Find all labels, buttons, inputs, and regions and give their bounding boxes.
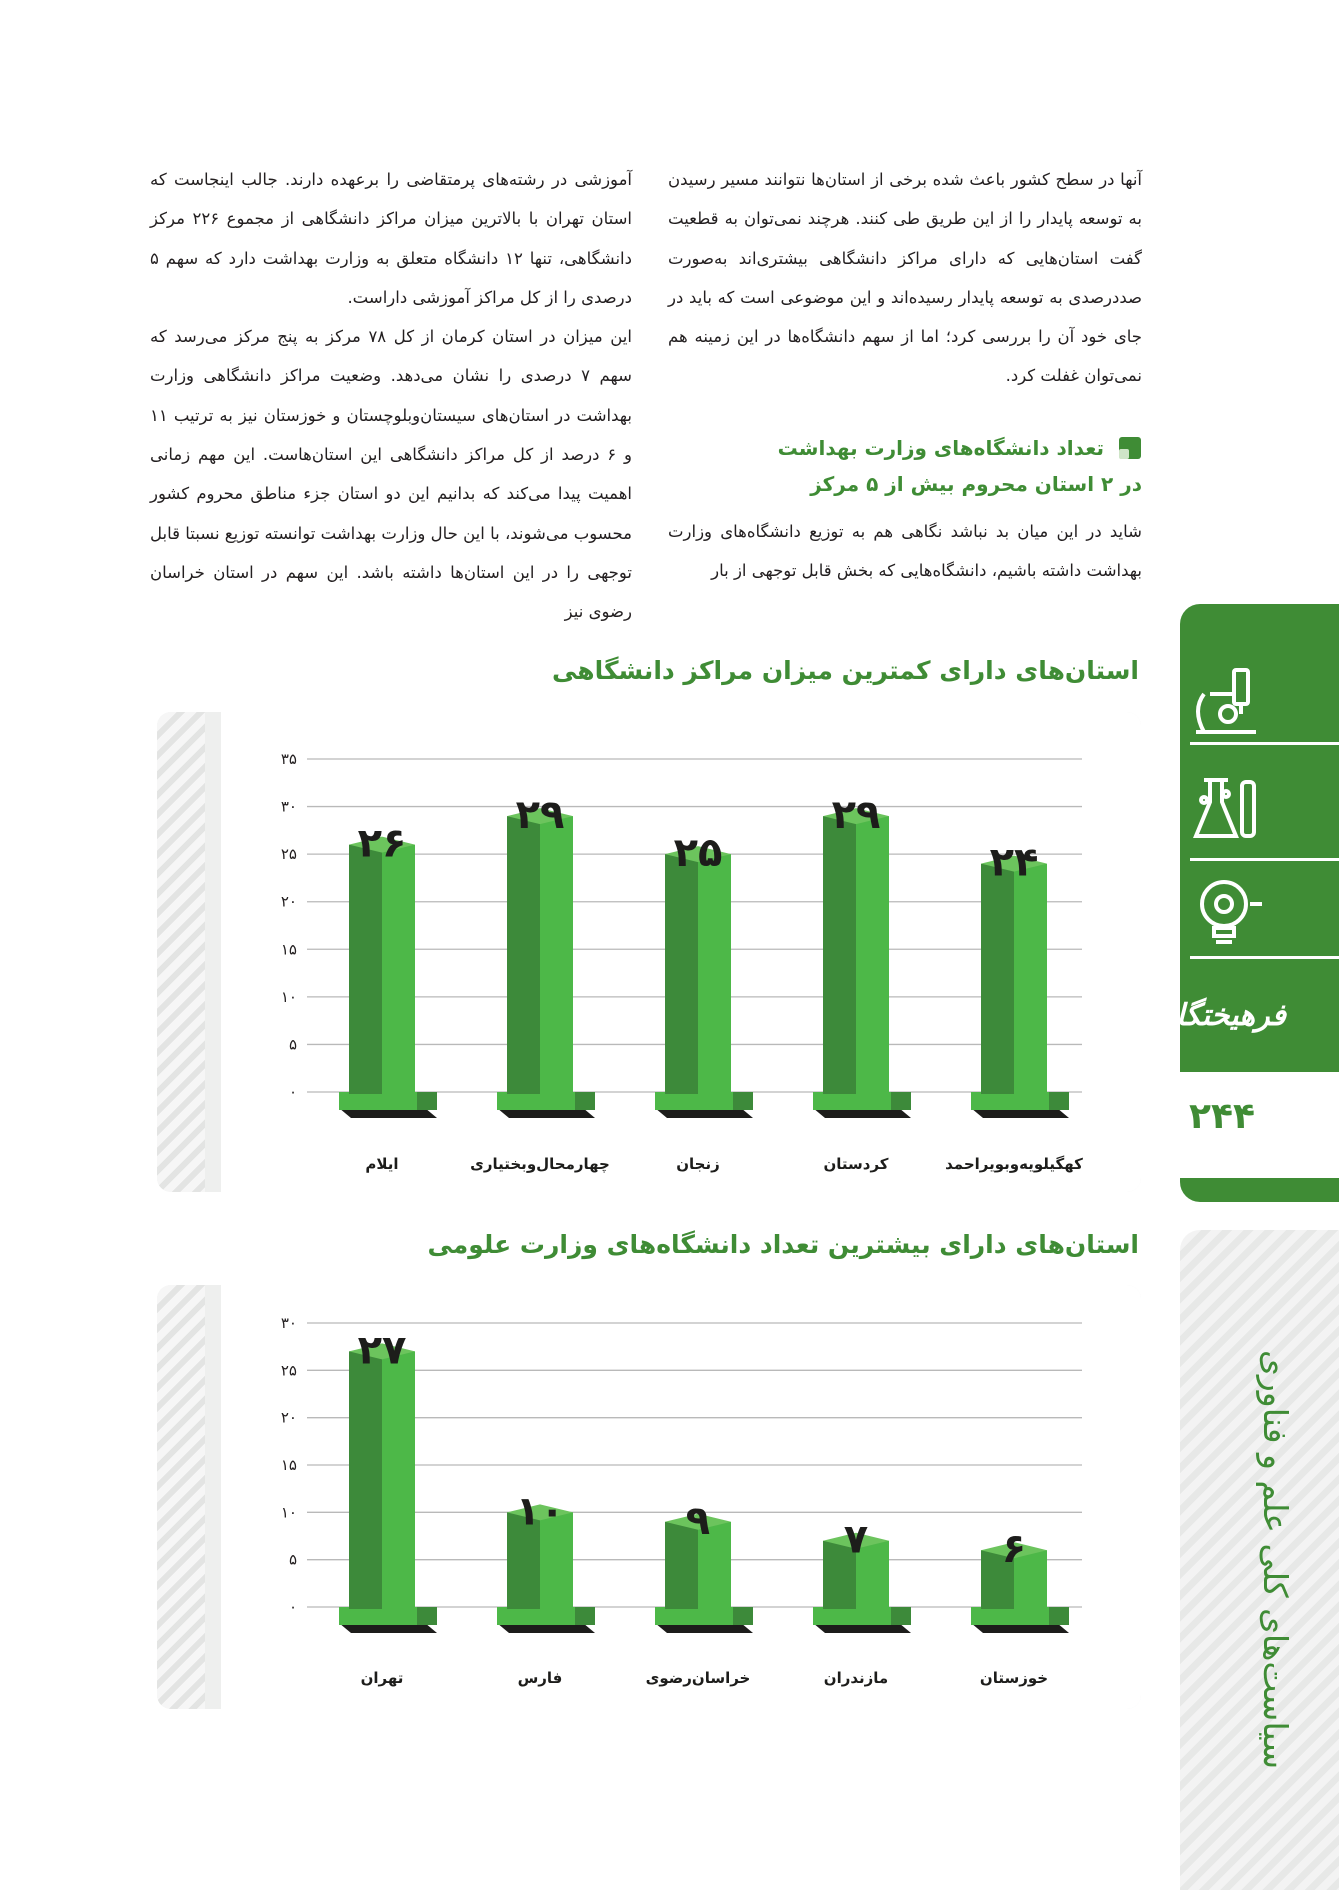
square-bullet-icon (1118, 436, 1142, 460)
category-label: زنجان (676, 1155, 720, 1173)
text-column-left (150, 160, 632, 632)
bar-chart-2 (157, 1285, 1141, 1709)
bar-value-label: ۲۹ (515, 792, 565, 839)
bar-value-label: ۲۷ (357, 1327, 407, 1374)
category-label: خوزستان (979, 1669, 1049, 1687)
category-label: ایلام (365, 1155, 399, 1173)
tab-divider (1190, 858, 1339, 861)
bar-value-label: ۷ (843, 1516, 869, 1563)
chart-title: استان‌های دارای بیشترین تعداد دانشگاه‌های وزارت علومی (427, 1230, 1139, 1259)
y-tick-label: ۰ (288, 1598, 297, 1616)
text-column-right (668, 160, 1142, 396)
category-label: خراسان‌رضوی (645, 1669, 751, 1687)
page-number: ۲۴۴ (1189, 1096, 1255, 1137)
section-title-line2: در ۲ استان محروم بیش از ۵ مرکز (810, 472, 1142, 496)
chart-title: استان‌های دارای کمترین میزان مراکز دانشگاهی (551, 656, 1139, 685)
y-tick-label: ۱۵ (280, 940, 297, 959)
bar-chart-1 (157, 712, 1141, 1192)
paragraph: این میزان در استان کرمان از کل ۷۸ مرکز به پنج مرکز می‌رسد که سهم ۷ درصدی را نشان می‌دهد. وضعیت مراکز دانشگاهی وزارت بهداشت در استان‌های سیستان‌وبلوچستان و خوزستان نیز به ترتیب ۱۱ و ۶ درصد از کل مراکز دانشگاهی این استان‌هاست. این مهم زمانی اهمیت پیدا می‌کند که بدانیم این دو استان جزء مناطق محروم کشور محسوب می‌شوند، با این حال وزارت بهداشت توانسته توزیع نسبتا قابل توجهی را در این استان‌ها داشته باشد. این سهم در استان خراسان رضوی نیز (150, 327, 632, 622)
y-tick-label: ۵ (288, 1550, 297, 1569)
y-tick-label: ۲۰ (280, 1408, 297, 1427)
bar-value-label: ۲۶ (357, 820, 407, 867)
tab-divider (1190, 742, 1339, 745)
bar-base-front (655, 1092, 733, 1110)
bar-base-front (971, 1607, 1049, 1625)
y-tick-label: ۲۰ (280, 892, 297, 911)
bar-value-label: ۱۰ (515, 1488, 565, 1535)
bar-side (823, 816, 856, 1094)
brand-logo: فرهیختگان (1154, 998, 1286, 1033)
y-tick-label: ۲۵ (280, 1361, 297, 1380)
chart-panel-1 (157, 712, 1141, 1192)
bar (540, 816, 573, 1094)
section-title-line1: تعداد دانشگاه‌های وزارت بهداشت (777, 436, 1104, 460)
chart-panel-2 (157, 1285, 1141, 1709)
bar-value-label: ۲۴ (989, 839, 1039, 886)
category-label: مازندران (823, 1669, 889, 1687)
bar (698, 854, 731, 1094)
bar-side (665, 854, 698, 1094)
bar-base-front (497, 1092, 575, 1110)
bar-base-front (813, 1092, 891, 1110)
bar (1014, 864, 1047, 1094)
y-tick-label: ۵ (288, 1035, 297, 1054)
y-tick-label: ۱۰ (280, 1503, 297, 1522)
paragraph: آموزشی در رشته‌های پرمتقاضی را برعهده دارند. جالب اینجاست که استان تهران با بالاترین میزان مراکز دانشگاهی از مجموع ۲۲۶ مرکز دانشگاهی، تنها ۱۲ دانشگاه متعلق به وزارت بهداشت دارد که سهم ۵ درصدی را از کل مراکز آموزشی داراست. (150, 170, 632, 307)
paragraph: آنها در سطح کشور باعث شده برخی از استان‌ها نتوانند مسیر رسیدن به توسعه پایدار را از این طریق طی کنند. هرچند نمی‌توان به قطعیت گفت استان‌هایی که دارای مراکز دانشگاهی بیشتری‌اند به‌صورت صددرصدی به توسعه پایدار رسیده‌اند و این موضوعی است که باید در جای خود آن را بررسی کرد؛ اما از سهم دانشگاه‌ها در این زمینه هم نمی‌توان غفلت کرد. (668, 170, 1142, 386)
y-tick-label: ۱۵ (280, 1456, 297, 1474)
section-heading (690, 430, 1142, 502)
bar-base-front (655, 1607, 733, 1625)
y-tick-label: ۱۰ (280, 987, 297, 1006)
y-tick-label: ۲۵ (280, 845, 297, 864)
bar (856, 816, 889, 1094)
section-body: شاید در این میان بد نباشد نگاهی هم به توزیع دانشگاه‌های وزارت بهداشت داشته باشیم، دانشگاه‌هایی که بخش قابل توجهی از بار (668, 522, 1142, 581)
bar-value-label: ۹ (685, 1497, 711, 1544)
bar-side (349, 845, 382, 1094)
bar-base-front (339, 1607, 417, 1625)
bar-side (349, 1351, 382, 1609)
bar-base-front (497, 1607, 575, 1625)
bar-side (981, 864, 1014, 1094)
bar-value-label: ۶ (1001, 1526, 1027, 1573)
book-section-title: سیاست‌های کلی علم و فناوری (1256, 1350, 1295, 1770)
bar-base-front (339, 1092, 417, 1110)
y-tick-label: ۰ (288, 1083, 297, 1101)
category-label: کهگیلویه‌وبویراحمد (945, 1155, 1083, 1173)
microscope-icon (1190, 664, 1266, 740)
bar-value-label: ۲۵ (673, 830, 723, 877)
bar-side (507, 816, 540, 1094)
bar-value-label: ۲۹ (831, 792, 881, 839)
category-label: چهارمحال‌وبختیاری (470, 1155, 610, 1173)
y-tick-label: ۳۰ (280, 1314, 297, 1332)
y-tick-label: ۳۵ (280, 750, 297, 768)
bar-base-front (971, 1092, 1049, 1110)
bar (382, 845, 415, 1094)
tab-divider (1190, 956, 1339, 959)
lightbulb-gear-icon (1192, 876, 1264, 952)
category-label: تهران (360, 1669, 404, 1687)
bar (382, 1351, 415, 1609)
category-label: کردستان (823, 1155, 889, 1173)
flask-icon (1192, 772, 1264, 848)
category-label: فارس (517, 1669, 563, 1687)
y-tick-label: ۳۰ (280, 797, 297, 816)
bar-base-front (813, 1607, 891, 1625)
